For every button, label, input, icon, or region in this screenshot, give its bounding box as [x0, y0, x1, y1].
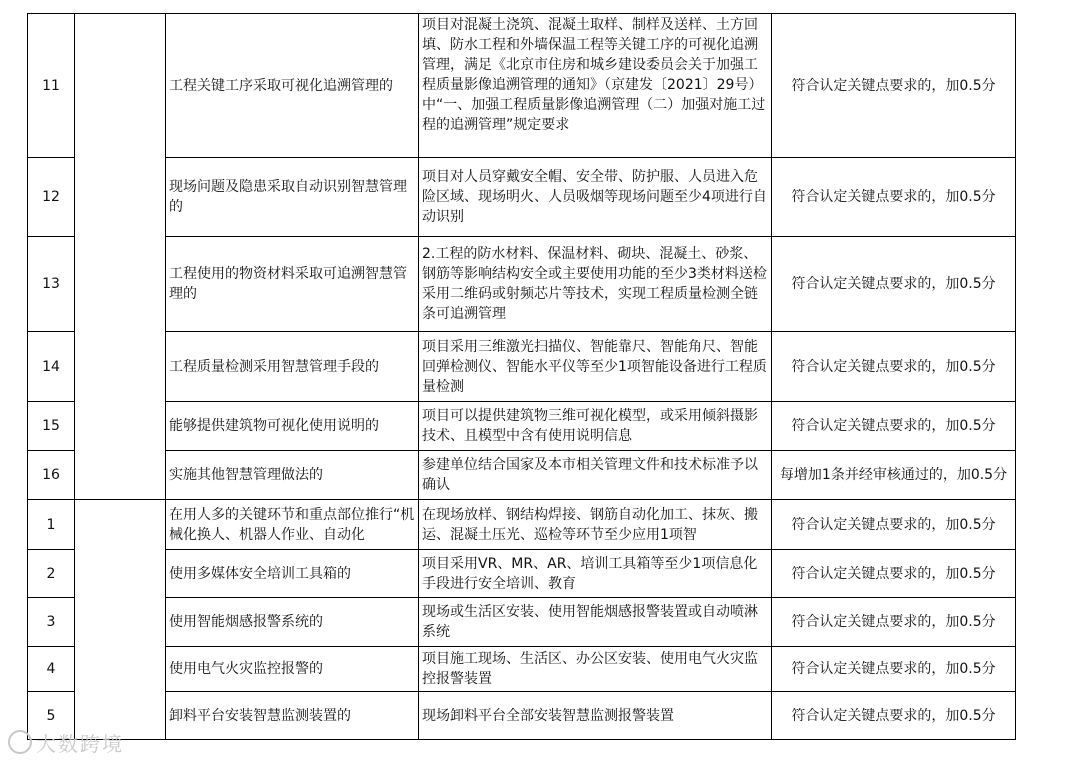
- item-name: 使用智能烟感报警系统的: [166, 598, 419, 647]
- requirement-text: 参建单位结合国家及本市相关管理文件和技术标准予以确认: [419, 451, 772, 500]
- requirement-cell: [419, 500, 772, 550]
- item-name: 实施其他智慧管理做法的: [166, 451, 419, 500]
- table-row: [28, 14, 1016, 158]
- row-number: 2: [28, 550, 75, 598]
- watermark-logo-icon: [8, 730, 32, 754]
- table-row: [28, 332, 1016, 402]
- requirement-text: 2.工程的防水材料、保温材料、砌块、混凝土、砂浆、钢筋等影响结构安全或主要使用功能的至少3类材料送检采用二维码或射频芯片等技术，实现工程质量检测全链条可追溯管理: [419, 237, 772, 332]
- requirement-text: 项目对人员穿戴安全帽、安全带、防护服、人员进入危险区域、现场明火、人员吸烟等现场问题至少4项进行自动识别: [419, 158, 772, 237]
- requirement-text: 在现场放样、钢结构焊接、钢筋自动化加工、抹灰、搬运、混凝土压光、巡检等环节至少应用1项智: [422, 506, 758, 543]
- requirement-text: 项目施工现场、生活区、办公区安装、使用电气火灾监控报警装置: [419, 647, 772, 692]
- requirement-text: 项目采用三维激光扫描仪、智能靠尺、智能角尺、智能回弹检测仪、智能水平仪等至少1项智能设备进行工程质量检测: [419, 332, 772, 402]
- score-rule: 符合认定关键点要求的，加0.5分: [772, 647, 1016, 692]
- watermark: [8, 728, 124, 757]
- table-row: [28, 402, 1016, 451]
- item-name: 卸料平台安装智慧监测装置的: [166, 692, 419, 740]
- requirement-cell: [419, 14, 772, 158]
- requirement-text: 现场卸料平台全部安装智慧监测报警装置: [419, 692, 772, 740]
- table-row: [28, 692, 1016, 740]
- item-name: 在用人多的关键环节和重点部位推行“机械化换人、机器人作业、自动化: [169, 506, 415, 543]
- item-name: 工程关键工序采取可视化追溯管理的: [166, 14, 419, 158]
- item-name: 现场问题及隐患采取自动识别智慧管理的: [166, 158, 419, 237]
- group-cell: [75, 14, 166, 500]
- score-rule: 符合认定关键点要求的，加0.5分: [772, 237, 1016, 332]
- row-number: 14: [28, 332, 75, 402]
- row-number: 15: [28, 402, 75, 451]
- score-rule: 符合认定关键点要求的，加0.5分: [772, 500, 1016, 550]
- score-rule: 符合认定关键点要求的，加0.5分: [772, 550, 1016, 598]
- requirement-text: 项目采用VR、MR、AR、培训工具箱等至少1项信息化手段进行安全培训、教育: [419, 550, 772, 598]
- item-name: 使用电气火灾监控报警的: [166, 647, 419, 692]
- scoring-table: [27, 13, 1016, 740]
- row-number: 5: [28, 692, 75, 740]
- requirement-text: 现场或生活区安装、使用智能烟感报警装置或自动喷淋系统: [419, 598, 772, 647]
- score-rule: 符合认定关键点要求的，加0.5分: [772, 598, 1016, 647]
- item-cell: [166, 500, 419, 550]
- row-number: 11: [28, 14, 75, 158]
- score-rule: 符合认定关键点要求的，加0.5分: [772, 14, 1016, 158]
- table-row: [28, 647, 1016, 692]
- row-number: 13: [28, 237, 75, 332]
- row-number: 3: [28, 598, 75, 647]
- score-rule: 符合认定关键点要求的，加0.5分: [772, 332, 1016, 402]
- score-rule: 符合认定关键点要求的，加0.5分: [772, 158, 1016, 237]
- row-number: 16: [28, 451, 75, 500]
- table-row: [28, 500, 1016, 550]
- item-name: 工程使用的物资材料采取可追溯智慧管理的: [166, 237, 419, 332]
- item-name: 使用多媒体安全培训工具箱的: [166, 550, 419, 598]
- item-name: 工程质量检测采用智慧管理手段的: [166, 332, 419, 402]
- group-cell: [75, 500, 166, 740]
- watermark-text: 大数跨境: [36, 732, 124, 756]
- table-row: [28, 158, 1016, 237]
- row-number: 1: [28, 500, 75, 550]
- score-rule: 符合认定关键点要求的，加0.5分: [772, 402, 1016, 451]
- row-number: 12: [28, 158, 75, 237]
- table-row: [28, 451, 1016, 500]
- score-rule: 符合认定关键点要求的，加0.5分: [772, 692, 1016, 740]
- score-rule: 每增加1条并经审核通过的，加0.5分: [772, 451, 1016, 500]
- row-number: 4: [28, 647, 75, 692]
- item-name: 能够提供建筑物可视化使用说明的: [166, 402, 419, 451]
- table-row: [28, 550, 1016, 598]
- table-row: [28, 237, 1016, 332]
- requirement-text: 项目可以提供建筑物三维可视化模型，或采用倾斜摄影技术、且模型中含有使用说明信息: [419, 402, 772, 451]
- table-row: [28, 598, 1016, 647]
- requirement-text: 项目对混凝土浇筑、混凝土取样、制样及送样、土方回填、防水工程和外墙保温工程等关键工序的可视化追溯管理，满足《北京市住房和城乡建设委员会关于加强工程质量影像追溯管理的通知》（京建发〔2021〕29号）中“一、加强工程质量影像追溯管理（二）加强对施工过程的追溯管理”规定要求: [422, 16, 766, 133]
